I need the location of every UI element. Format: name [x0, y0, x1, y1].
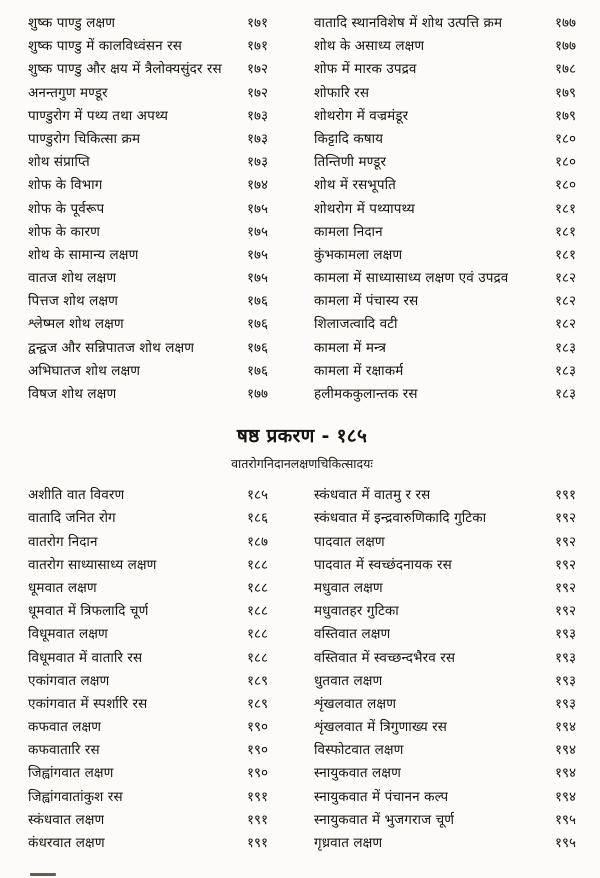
toc-entry-page-number: १८१: [554, 246, 576, 263]
toc-entry: [28, 151, 268, 174]
toc-entry: [314, 221, 576, 244]
toc-entry-title: पादवात लक्षण: [314, 533, 385, 550]
toc-entry: [314, 531, 576, 554]
toc-entry-title: शिलाजत्वादि वटी: [314, 316, 398, 333]
toc-top-left-column: [28, 12, 268, 406]
toc-entry-page-number: १९४: [554, 719, 576, 736]
toc-entry-title: मधुवातहर गुटिका: [314, 603, 399, 620]
toc-entry-title: धूमवात में त्रिफलादि चूर्ण: [28, 603, 149, 620]
toc-entry-page-number: १७५: [246, 200, 268, 217]
toc-entry: [314, 832, 576, 855]
toc-entry-title: शृंखलवात लक्षण: [314, 695, 397, 712]
toc-entry: [314, 577, 576, 600]
toc-entry-page-number: १८९: [246, 672, 268, 689]
toc-entry-page-number: १७२: [246, 84, 268, 101]
toc-entry-title: पित्तज शोथ लक्षण: [28, 293, 118, 310]
toc-entry-title: तिन्तिणी मण्डूर: [314, 154, 387, 171]
toc-entry: [28, 716, 268, 739]
toc-entry-title: स्नायुकवात लक्षण: [314, 765, 401, 782]
toc-entry-page-number: १८८: [246, 603, 268, 620]
toc-entry-page-number: १९०: [246, 719, 268, 736]
toc-entry: [314, 267, 576, 290]
toc-entry: [28, 577, 268, 600]
toc-entry-page-number: १८२: [554, 293, 576, 310]
toc-entry: [314, 786, 576, 809]
toc-entry-title: अनन्तगुण मण्डूर: [28, 84, 108, 101]
toc-entry-title: शोफ में मारक उपद्रव: [314, 61, 417, 78]
toc-entry-page-number: १९३: [554, 695, 576, 712]
scan-artifact-mark: [30, 873, 56, 876]
toc-entry-page-number: १७५: [246, 246, 268, 263]
toc-entry: [28, 105, 268, 128]
toc-entry-page-number: १९२: [554, 603, 576, 620]
toc-entry-title: शोफ के पूर्वरूप: [28, 200, 105, 217]
toc-entry: [28, 128, 268, 151]
toc-entry-page-number: १७३: [246, 130, 268, 147]
toc-entry-title: मधुवात लक्षण: [314, 579, 383, 596]
toc-entry: [28, 832, 268, 855]
toc-entry-page-number: १८८: [246, 579, 268, 596]
toc-entry: [314, 809, 576, 832]
toc-entry-title: एकांगवात में स्पर्शारि रस: [28, 695, 148, 712]
toc-entry-title: विधूमवात लक्षण: [28, 626, 108, 643]
toc-bottom-left-column: [28, 484, 268, 855]
toc-entry: [28, 360, 268, 383]
section-subtitle: वातरोगनिदानलक्षणचिकित्सादयः: [231, 456, 373, 472]
toc-entry: [314, 623, 576, 646]
toc-entry-page-number: १९१: [246, 835, 268, 851]
toc-entry: [28, 267, 268, 290]
toc-entry: [314, 105, 576, 128]
toc-entry: [28, 290, 268, 313]
toc-entry: [314, 128, 576, 151]
toc-entry-title: शोथरोग में वज्रमंडूर: [314, 107, 409, 124]
toc-entry-page-number: १७३: [246, 107, 268, 124]
toc-entry-title: वस्तिवात लक्षण: [314, 626, 391, 643]
toc-entry-title: कामला में मन्त्र: [314, 339, 387, 356]
toc-entry-title: शोथ में रसभूपति: [314, 177, 396, 194]
toc-entry: [314, 383, 576, 406]
toc-entry-title: शोफ के कारण: [28, 223, 100, 240]
toc-entry-page-number: १७६: [246, 293, 268, 310]
toc-entry-title: शोफ के विभाग: [28, 177, 103, 194]
toc-entry-title: द्वन्द्वज और सन्निपातज शोथ लक्षण: [28, 339, 195, 356]
toc-entry-page-number: १७५: [246, 270, 268, 287]
toc-entry-title: कामला में पंचास्य रस: [314, 293, 419, 310]
toc-entry: [28, 198, 268, 221]
toc-entry-page-number: १८१: [554, 223, 576, 240]
toc-entry-page-number: १८३: [554, 362, 576, 379]
toc-entry-page-number: १९२: [554, 556, 576, 573]
toc-entry-page-number: १८२: [554, 316, 576, 333]
toc-entry-title: वातरोग साध्यासाध्य लक्षण: [28, 556, 157, 573]
toc-entry: [28, 693, 268, 716]
toc-entry-title: वातादि जनित रोग: [28, 510, 116, 527]
toc-entry-title: कुंभकामला लक्षण: [314, 246, 403, 263]
toc-entry: [314, 360, 576, 383]
toc-entry-title: किट्टादि कषाय: [314, 130, 384, 147]
toc-entry-title: श्लेष्मल शोथ लक्षण: [28, 316, 124, 333]
toc-entry-page-number: १९१: [246, 788, 268, 805]
toc-entry: [28, 647, 268, 670]
toc-entry-page-number: १७६: [246, 339, 268, 356]
section-title: षष्ठ प्रकरण - १८५: [236, 425, 368, 448]
toc-entry: [314, 693, 576, 716]
toc-entry-title: शुष्क पाण्डु लक्षण: [28, 15, 116, 31]
toc-entry-title: कंधरवात लक्षण: [28, 835, 105, 851]
toc-entry: [28, 12, 268, 35]
toc-entry-title: शोफारि रस: [314, 84, 370, 101]
toc-entry: [314, 739, 576, 762]
toc-entry-title: शुष्क पाण्डु और क्षय में त्रैलोक्यसुंदर रस: [28, 61, 222, 78]
toc-entry-page-number: १८८: [246, 556, 268, 573]
toc-bottom-right-column: [314, 484, 576, 855]
toc-entry-page-number: १७९: [554, 84, 576, 101]
toc-entry: [314, 600, 576, 623]
toc-entry-page-number: १८५: [246, 487, 268, 504]
toc-entry-title: वातज शोथ लक्षण: [28, 270, 117, 287]
toc-entry-page-number: १७६: [246, 362, 268, 379]
toc-entry-title: शोथ के सामान्य लक्षण: [28, 246, 139, 263]
toc-entry: [28, 484, 268, 507]
toc-entry-title: जिह्वांगवातांकुश रस: [28, 788, 123, 805]
toc-entry: [28, 35, 268, 58]
toc-entry: [28, 739, 268, 762]
toc-entry-title: अभिघातज शोथ लक्षण: [28, 362, 141, 379]
toc-entry-page-number: १९०: [246, 742, 268, 759]
toc-entry-title: कफवात लक्षण: [28, 719, 102, 736]
toc-entry-title: वस्तिवात में स्वच्छन्दभैरव रस: [314, 649, 456, 666]
toc-entry-page-number: १९०: [246, 765, 268, 782]
toc-entry-page-number: १७२: [246, 61, 268, 78]
toc-entry-title: धुतवात लक्षण: [314, 672, 383, 689]
toc-entry-page-number: १८३: [554, 386, 576, 402]
toc-entry-page-number: १९१: [554, 487, 576, 504]
toc-entry-title: गृध्रवात लक्षण: [314, 835, 383, 851]
toc-entry-page-number: १७१: [246, 15, 268, 31]
toc-entry-page-number: १९३: [554, 672, 576, 689]
toc-entry-title: कामला निदान: [314, 223, 383, 240]
toc-entry: [314, 484, 576, 507]
toc-entry-title: स्नायुकवात में भुजगराज चूर्ण: [314, 811, 455, 828]
toc-entry: [28, 670, 268, 693]
toc-entry-page-number: १७८: [554, 61, 576, 78]
toc-entry-title: विस्फोटवात लक्षण: [314, 742, 404, 759]
toc-entry: [314, 313, 576, 336]
toc-entry-page-number: १८८: [246, 649, 268, 666]
toc-entry: [28, 507, 268, 530]
toc-section-bottom: [28, 484, 576, 855]
toc-entry: [28, 244, 268, 267]
toc-entry: [314, 507, 576, 530]
toc-entry-title: स्कंधवात में इन्द्रवारुणिकादि गुटिका: [314, 510, 487, 527]
toc-entry-page-number: १७९: [554, 107, 576, 124]
section-header: [28, 422, 576, 472]
toc-entry-title: स्कंधवात में वातमु र रस: [314, 487, 431, 504]
toc-entry-title: कामला में साध्यासाध्य लक्षण एवं उपद्रव: [314, 270, 509, 287]
toc-top-right-column: [314, 12, 576, 406]
toc-entry: [314, 647, 576, 670]
toc-entry-title: शोथ संप्राप्ति: [28, 154, 90, 171]
toc-entry-page-number: १८२: [554, 270, 576, 287]
toc-entry-page-number: १८७: [246, 533, 268, 550]
toc-entry-page-number: १८१: [554, 200, 576, 217]
toc-entry: [314, 12, 576, 35]
toc-entry-title: स्कंधवात लक्षण: [28, 811, 105, 828]
toc-entry: [314, 244, 576, 267]
toc-entry-title: हलीमककुलान्तक रस: [314, 386, 418, 402]
toc-entry: [28, 337, 268, 360]
toc-entry-title: धूमवात लक्षण: [28, 579, 97, 596]
toc-entry-page-number: १९४: [554, 765, 576, 782]
toc-entry-title: वातादि स्थानविशेष में शोथ उत्पत्ति क्रम: [314, 15, 503, 31]
toc-entry: [314, 58, 576, 81]
toc-entry: [28, 786, 268, 809]
toc-entry-title: कफवातारि रस: [28, 742, 100, 759]
toc-entry-page-number: १९४: [554, 742, 576, 759]
toc-entry-title: जिह्वांगवात लक्षण: [28, 765, 114, 782]
toc-entry-title: विषज शोथ लक्षण: [28, 386, 117, 402]
toc-entry-page-number: १९२: [554, 510, 576, 527]
toc-entry: [28, 623, 268, 646]
toc-entry-page-number: १९३: [554, 626, 576, 643]
toc-entry-page-number: १८३: [554, 339, 576, 356]
toc-entry-page-number: १८०: [554, 177, 576, 194]
toc-entry: [28, 554, 268, 577]
toc-entry-title: पाण्डुरोग चिकित्सा क्रम: [28, 130, 141, 147]
toc-entry: [28, 762, 268, 785]
toc-entry-title: एकांगवात लक्षण: [28, 672, 110, 689]
toc-entry-title: वातरोग निदान: [28, 533, 98, 550]
toc-entry: [28, 600, 268, 623]
toc-entry-page-number: १८०: [554, 130, 576, 147]
toc-entry-title: पादवात में स्वच्छंदनायक रस: [314, 556, 452, 573]
toc-entry: [314, 716, 576, 739]
toc-entry: [314, 337, 576, 360]
toc-entry: [28, 174, 268, 197]
toc-entry-title: कामला में रक्षाकर्म: [314, 362, 404, 379]
toc-entry: [314, 198, 576, 221]
toc-entry-title: शुष्क पाण्डु में कालविध्वंसन रस: [28, 38, 182, 55]
toc-entry-page-number: १७७: [246, 386, 268, 402]
toc-entry-title: शृंखलवात में त्रिगुणाख्य रस: [314, 719, 448, 736]
toc-entry: [314, 35, 576, 58]
toc-entry-title: शोथरोग में पथ्यापथ्य: [314, 200, 415, 217]
toc-entry: [314, 82, 576, 105]
toc-entry: [314, 762, 576, 785]
toc-entry-title: अशीति वात विवरण: [28, 487, 125, 504]
toc-entry-title: पाण्डुरोग में पथ्य तथा अपथ्य: [28, 107, 169, 124]
toc-entry-page-number: १८०: [554, 154, 576, 171]
toc-entry-page-number: १८६: [246, 510, 268, 527]
toc-entry: [28, 58, 268, 81]
toc-entry-title: शोथ के असाध्य लक्षण: [314, 38, 425, 55]
toc-entry: [28, 531, 268, 554]
toc-entry: [28, 383, 268, 406]
toc-entry-page-number: १७३: [246, 154, 268, 171]
toc-entry-page-number: १७७: [554, 15, 576, 31]
toc-entry-page-number: १७५: [246, 223, 268, 240]
toc-entry-title: स्नायुकवात में पंचानन कल्प: [314, 788, 449, 805]
toc-entry: [28, 82, 268, 105]
toc-entry-page-number: १७६: [246, 316, 268, 333]
toc-entry-page-number: १९५: [554, 835, 576, 851]
toc-entry-page-number: १९१: [246, 811, 268, 828]
toc-entry: [314, 554, 576, 577]
toc-entry: [314, 174, 576, 197]
toc-entry-title: विधूमवात में वातारि रस: [28, 649, 143, 666]
toc-entry-page-number: १९२: [554, 533, 576, 550]
toc-entry-page-number: १९४: [554, 788, 576, 805]
toc-entry-page-number: १९३: [554, 649, 576, 666]
toc-entry-page-number: १७१: [246, 38, 268, 55]
toc-entry-page-number: १७४: [246, 177, 268, 194]
toc-entry-page-number: १९२: [554, 579, 576, 596]
toc-entry-page-number: १८९: [246, 695, 268, 712]
toc-entry-page-number: १९५: [554, 811, 576, 828]
toc-entry: [314, 290, 576, 313]
toc-entry: [28, 809, 268, 832]
toc-entry: [28, 313, 268, 336]
toc-entry-page-number: १७७: [554, 38, 576, 55]
toc-entry: [28, 221, 268, 244]
toc-entry: [314, 670, 576, 693]
toc-entry-page-number: १८८: [246, 626, 268, 643]
toc-entry: [314, 151, 576, 174]
toc-section-top: [28, 12, 576, 406]
